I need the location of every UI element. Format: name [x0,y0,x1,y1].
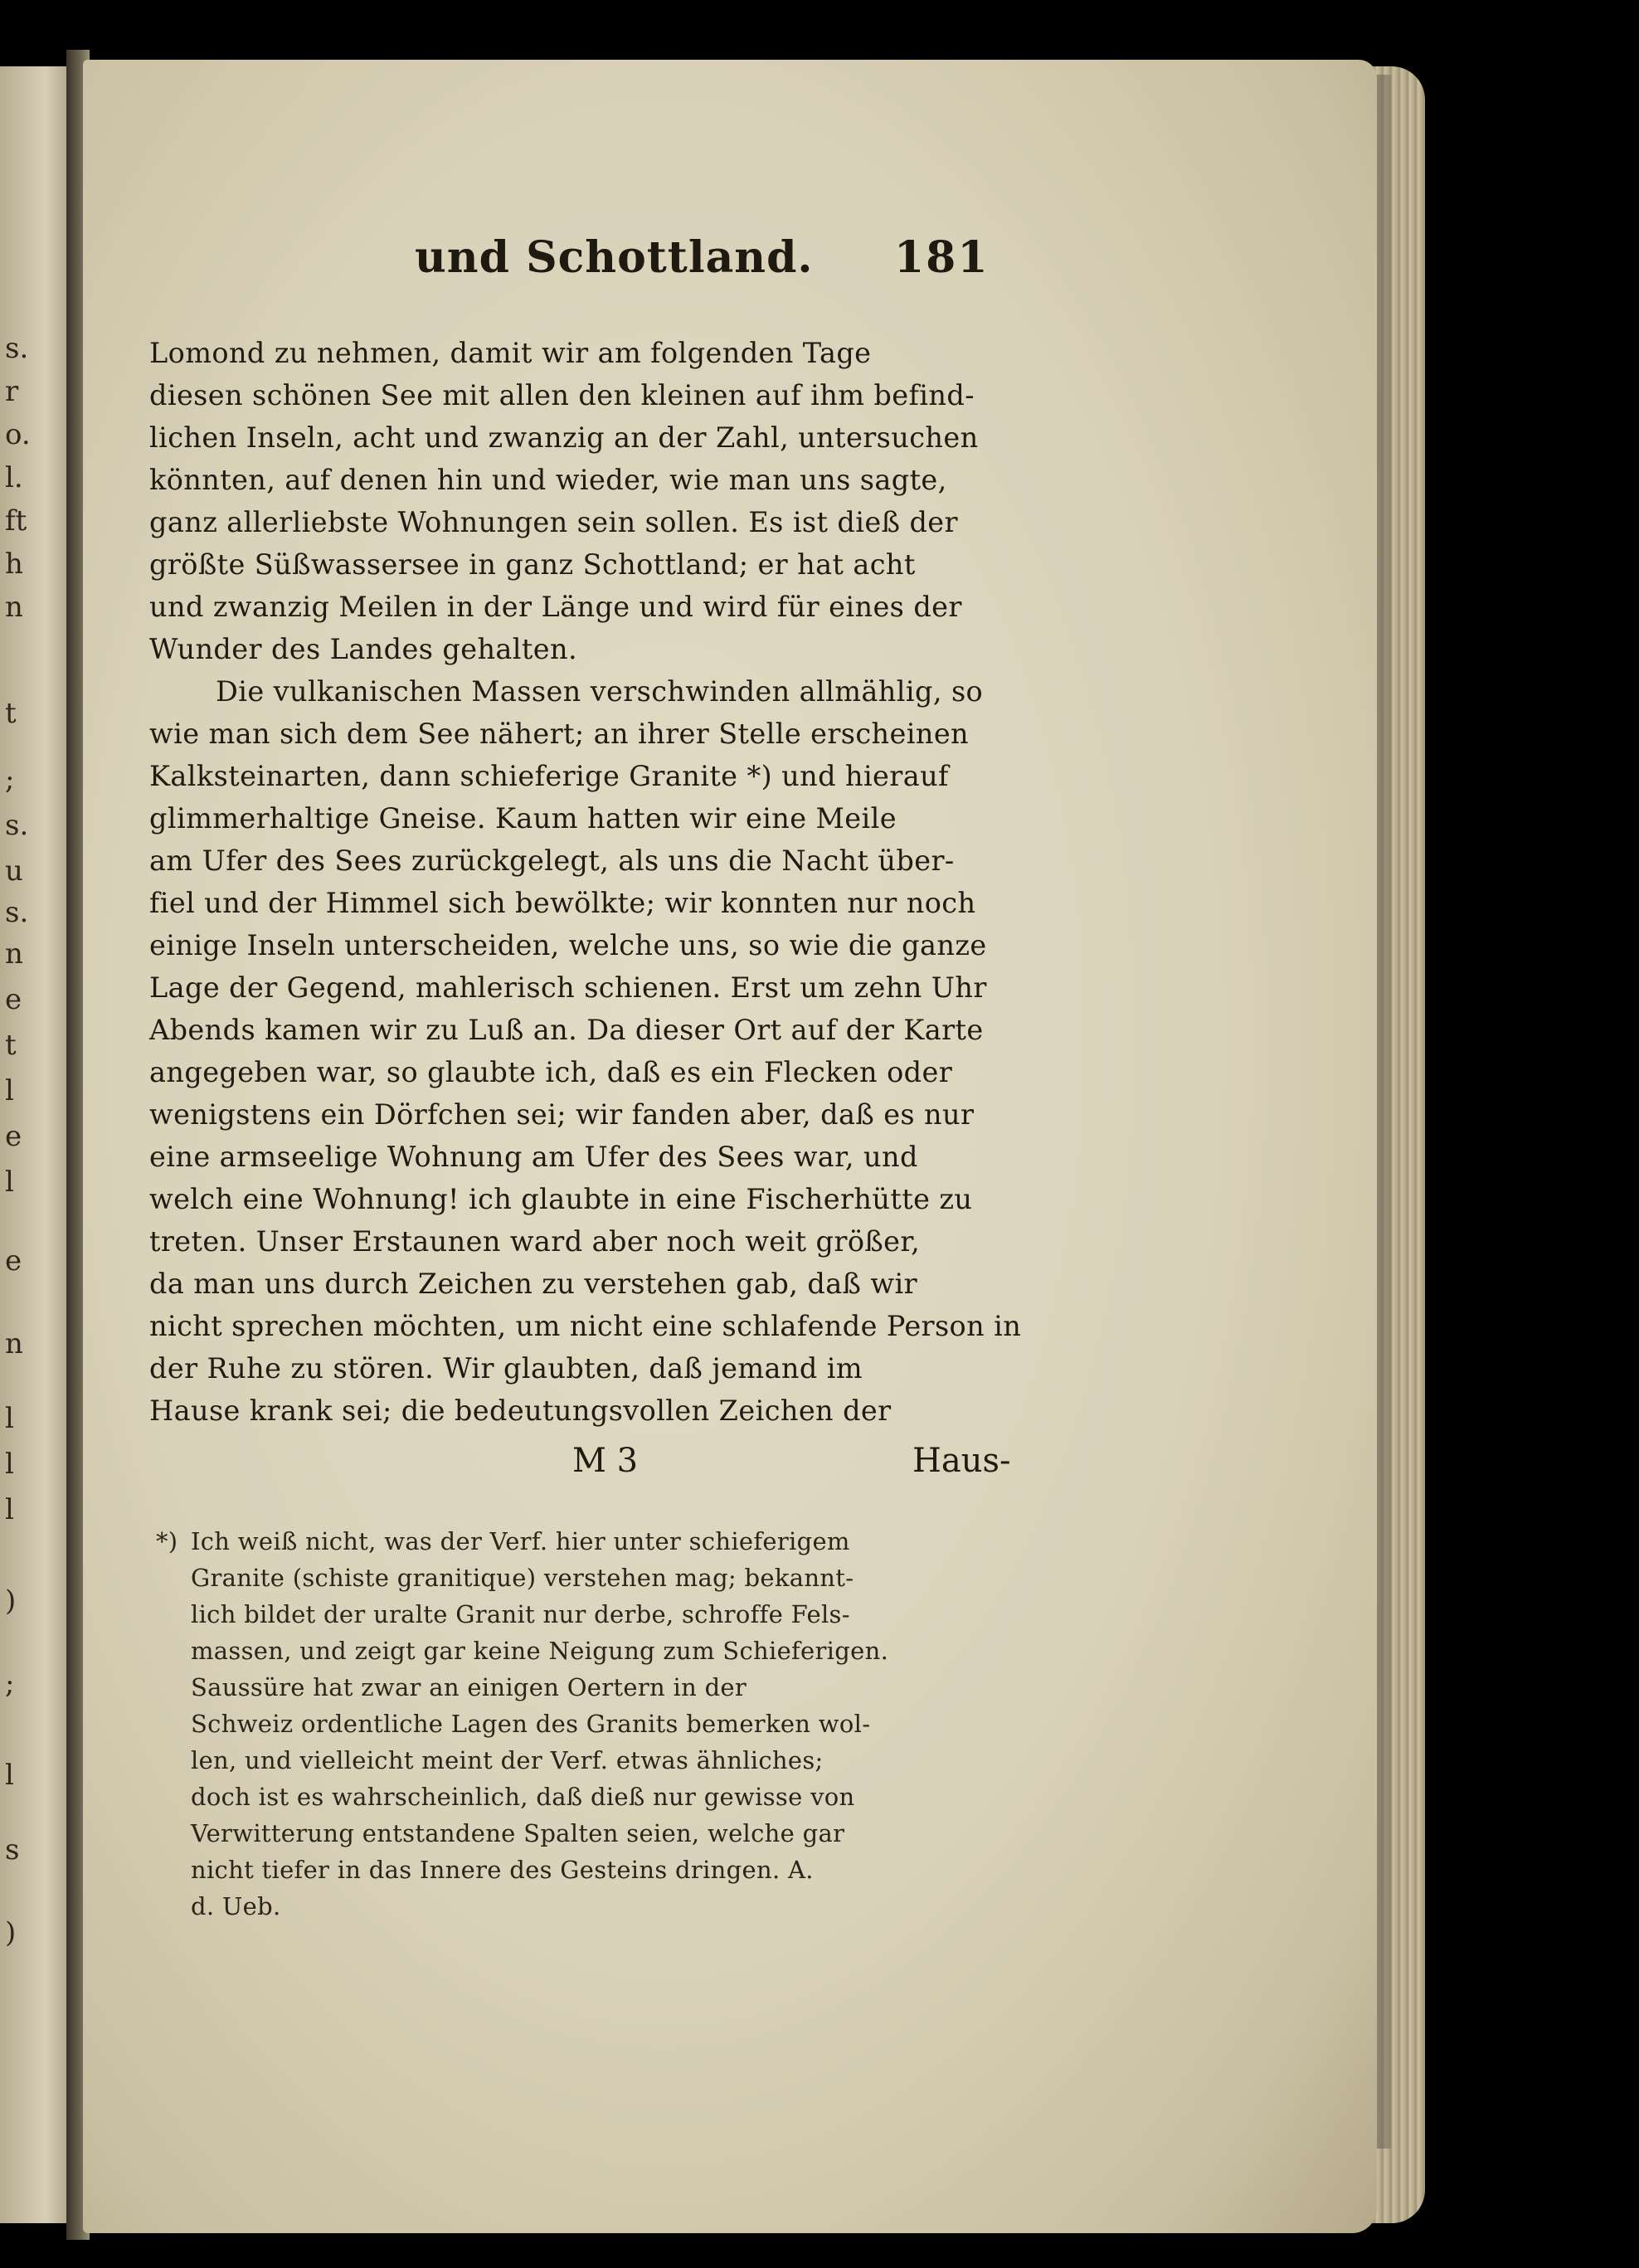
footnote-line: Saussüre hat zwar an einigen Oertern in der [191,1673,747,1701]
left-page-fragment: l [5,1448,14,1481]
footnote-line: d. Ueb. [191,1892,281,1920]
left-page-edge [0,66,76,2223]
left-page-fragment: o. [5,418,31,451]
text-line: welch eine Wohnung! ich glaubte in eine Fischerhütte zu [149,1183,973,1215]
left-page-fragment: l [5,1074,14,1107]
footnote-line: nicht tiefer in das Innere des Gesteins dringen. A. [191,1856,814,1884]
left-page-fragment: l [5,1166,14,1199]
footnote-line: doch ist es wahrscheinlich, daß dieß nur gewisse von [191,1783,855,1811]
page-number: 181 [894,232,990,283]
left-page-fragment: l [5,1493,14,1526]
footnote [156,1523,1012,1925]
left-page-fragment: s. [5,809,29,842]
text-line: nicht sprechen möchten, um nicht eine schlafende Person in [149,1310,1022,1342]
text-line: und zwanzig Meilen in der Länge und wird für eines der [149,591,962,623]
text-line: da man uns durch Zeichen zu verstehen gab, daß wir [149,1268,917,1300]
footnote-line: Granite (schiste granitique) verstehen mag; bekannt- [191,1564,854,1592]
left-page-fragment: t [5,697,17,730]
left-page-fragment: e [5,1244,22,1278]
left-page-fragment: n [5,591,23,624]
left-page-fragment: s [5,1833,20,1866]
left-page-fragment: s. [5,896,29,929]
text-line: Lage der Gegend, mahlerisch schienen. Erst um zehn Uhr [149,971,987,1004]
text-line: Kalksteinarten, dann schieferige Granite *) und hierauf [149,760,949,792]
left-page-fragment: l [5,1402,14,1435]
left-page-fragment: e [5,1120,22,1153]
text-line: angegeben war, so glaubte ich, daß es ein Flecken oder [149,1056,953,1088]
left-page-fragment: r [5,375,19,408]
footnote-line: Ich weiß nicht, was der Verf. hier unter schieferigem [191,1527,850,1555]
left-page-fragment: ) [5,1584,17,1618]
catchword: Haus- [912,1442,1011,1480]
footnote-line: massen, und zeigt gar keine Neigung zum Schieferigen. [191,1637,889,1665]
text-line: ganz allerliebste Wohnungen sein sollen. Es ist dieß der [149,506,958,538]
footnote-line: Verwitterung entstandene Spalten seien, welche gar [191,1819,845,1847]
left-page-fragment: n [5,1327,23,1360]
text-line: der Ruhe zu stören. Wir glaubten, daß jemand im [149,1352,863,1385]
left-page-fragment: t [5,1029,17,1062]
text-line: Die vulkanischen Massen verschwinden allmählig, so [216,675,984,708]
left-page-fragment: ft [5,504,27,538]
left-page-fragment: h [5,548,23,581]
text-line: Wunder des Landes gehalten. [149,633,578,665]
left-page-fragment: e [5,983,22,1016]
text-line: Hause krank sei; die bedeutungsvollen Zeichen der [149,1394,892,1427]
left-page-fragment: l. [5,461,23,494]
text-line: diesen schönen See mit allen den kleinen auf ihm befind- [149,379,975,411]
text-line: könnten, auf denen hin und wieder, wie man uns sagte, [149,464,947,496]
left-page-fragment: ; [5,763,15,796]
left-page-fragment: ; [5,1667,15,1701]
footnote-line: lich bildet der uralte Granit nur derbe, schroffe Fels- [191,1600,850,1628]
running-head: und Schottland. [415,232,814,283]
text-line: einige Inseln unterscheiden, welche uns, so wie die ganze [149,929,987,961]
left-page-fragment: s. [5,332,29,365]
text-line: Abends kamen wir zu Luß an. Da dieser Ort auf der Karte [149,1014,984,1046]
signature-mark: M 3 [572,1442,639,1480]
left-page-fragment: ) [5,1916,17,1949]
footnote-line: len, und vielleicht meint der Verf. etwas ähnliches; [191,1746,824,1774]
text-line: Lomond zu nehmen, damit wir am folgenden Tage [149,337,872,369]
text-line: am Ufer des Sees zurückgelegt, als uns die Nacht über- [149,844,955,877]
left-page-fragment: l [5,1759,14,1792]
left-page-fragment: n [5,937,23,971]
text-line: wie man sich dem See nähert; an ihrer Stelle erscheinen [149,718,970,750]
text-line: glimmerhaltige Gneise. Kaum hatten wir eine Meile [149,802,897,835]
footnote-line: Schweiz ordentliche Lagen des Granits bemerken wol- [191,1710,871,1738]
text-line: eine armseelige Wohnung am Ufer des Sees war, und [149,1141,918,1173]
footnote-marker: *) [156,1527,178,1555]
text-line: treten. Unser Erstaunen ward aber noch weit größer, [149,1225,921,1258]
text-line: wenigstens ein Dörfchen sei; wir fanden aber, daß es nur [149,1098,975,1131]
main-text [149,332,1022,1432]
text-line: lichen Inseln, acht und zwanzig an der Zahl, untersuchen [149,421,979,454]
text-line: fiel und der Himmel sich bewölkte; wir konnten nur noch [149,887,976,919]
left-page-fragment: u [5,854,23,888]
text-line: größte Süßwassersee in ganz Schottland; er hat acht [149,548,916,581]
